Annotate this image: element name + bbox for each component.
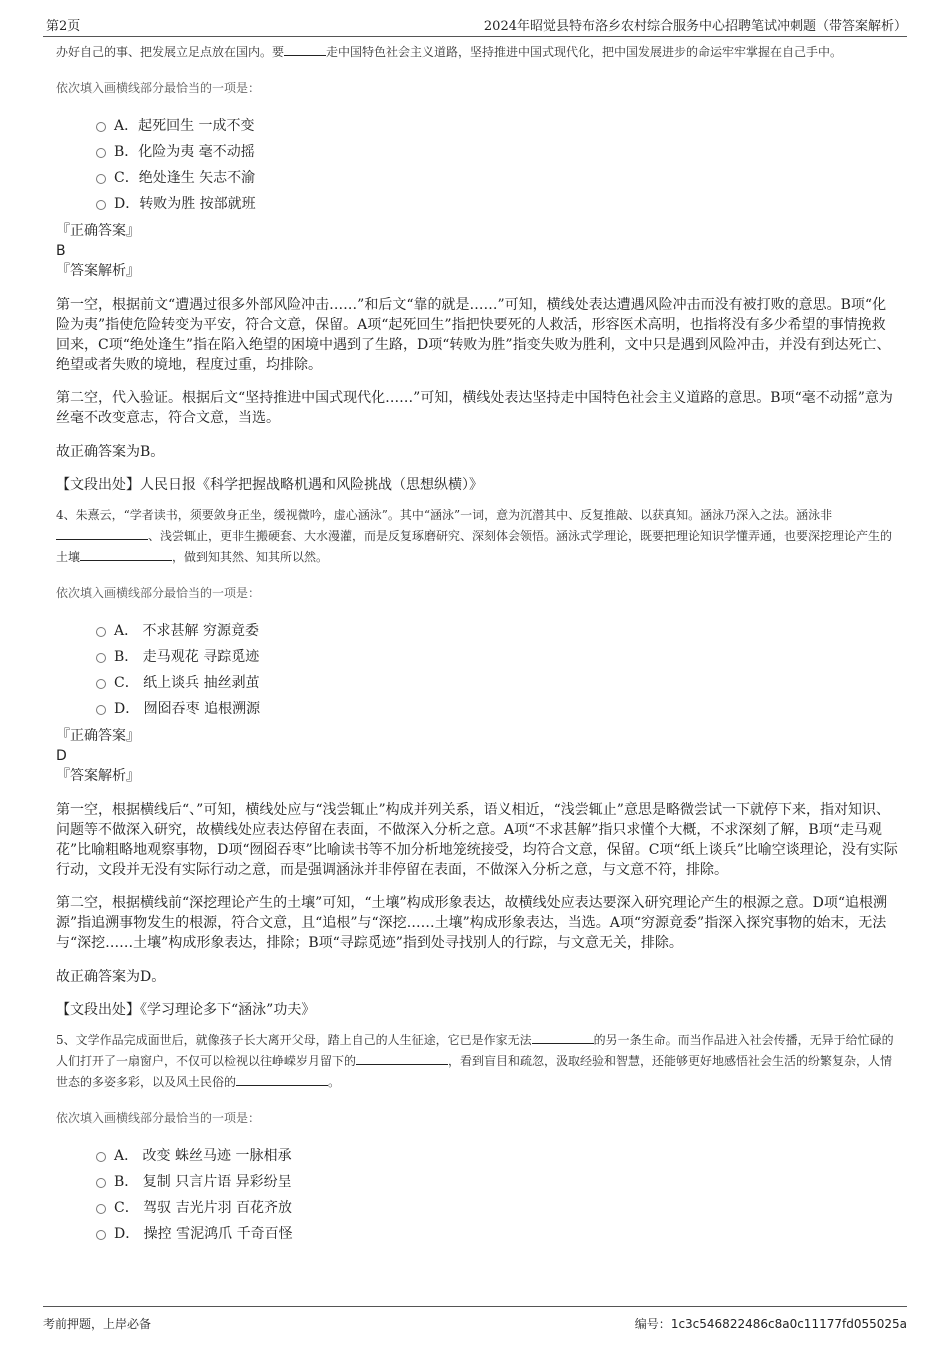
page-number: 第2页: [46, 19, 81, 34]
q4-stem-part-a: 4、朱熹云，“学者读书，须要敛身正坐，缓视微吟，虚心涵泳”。其中“涵泳”一词，意为沉潜其中、反复推敲、以获真知。涵泳乃深入之法。涵泳非: [56, 508, 833, 522]
q5-option-d[interactable]: [56, 1221, 898, 1247]
q3-analysis-p1: 第一空，根据前文“遭遇过很多外部风险冲击……”和后文“靠的就是……”可知，横线处表达遭遇风险冲击而没有被打败的意思。B项“化险为夷”指使危险转变为平安，符合文意，保留。A项“起死回生”指把快要死的人救活，形容医术高明，也指将没有多少希望的事情挽救回来，C项“绝处逢生”指在陷入绝望的困境中遇到了生路，D项“转败为胜”指变失败为胜利，文中只是遇到风险冲击，并没有到达死亡、绝望或者失败的境地，程度过重，均排除。: [56, 297, 891, 373]
q3-stem-part-b: 走中国特色社会主义道路，坚持推进中国式现代化，把中国发展进步的命运牢牢掌握在自己手中。: [326, 45, 843, 59]
q4-analysis-p1: 第一空，根据横线后“、”可知，横线处应与“浅尝辄止”构成并列关系，语义相近，“浅尝辄止”意思是略微尝试一下就停下来，指对知识、问题等不做深入研究，故横线处应表达停留在表面，不做深入分析之意。A项“不求甚解”指只求懂个大概，不求深刻了解，B项“走马观花”比喻粗略地观察事物，D项“囫囵吞枣”比喻读书等不加分析地笼统接受，均符合文意，保留。C项“纸上谈兵”比喻空谈理论，没有实际行动，文段并无没有实际行动之意，而是强调涵泳并非停留在表面，不做深入分析之意，与文意不符，排除。: [56, 802, 898, 878]
q5-stem-part-c: ，看到盲目和疏忽，汲取经验和智慧，还能够更好地感悟社会生活的纷繁复杂，人情世态的多姿多彩，以及风土民俗的: [56, 1054, 893, 1089]
q4-stem: [56, 505, 898, 568]
q5-option-b[interactable]: [56, 1169, 898, 1195]
q4-options: [56, 618, 898, 722]
option-label: D．转败为胜 按部就班: [114, 196, 256, 212]
radio-icon[interactable]: [96, 1178, 106, 1188]
q4-option-c[interactable]: [56, 670, 898, 696]
blank: [56, 526, 148, 540]
q4-stem-part-b: 、浅尝辄止，更非生搬硬套、大水漫灌，而是反复琢磨研究、深刻体会领悟。涵泳式学理论，既要把理论知识学懂弄通，也要深挖理论产生的土壤: [56, 529, 893, 564]
page-footer: [43, 1306, 907, 1331]
q4-answer: D: [56, 748, 67, 764]
q4-option-a[interactable]: [56, 618, 898, 644]
radio-icon[interactable]: [96, 705, 106, 715]
option-label: C．绝处逢生 矢志不渝: [114, 170, 256, 186]
option-label: D． 囫囵吞枣 追根溯源: [114, 701, 261, 717]
q4-analysis-p3: 故正确答案为D。: [56, 969, 166, 985]
page-header: [43, 14, 907, 37]
radio-icon[interactable]: [96, 174, 106, 184]
q5-option-c[interactable]: [56, 1195, 898, 1221]
radio-icon[interactable]: [96, 122, 106, 132]
blank: [236, 1072, 328, 1086]
serial-code: 1c3c546822486c8a0c11177fd055025a: [670, 1317, 907, 1331]
q4-prompt: 依次填入画横线部分最恰当的一项是：: [56, 586, 261, 600]
q4-answer-label: 『正确答案』: [56, 728, 140, 744]
radio-icon[interactable]: [96, 1204, 106, 1214]
blank: [356, 1051, 448, 1065]
main-content: [56, 42, 898, 1247]
blank: [80, 547, 172, 561]
q5-stem-part-b: 的另一条生命。而当作品进入社会传播，无异于给忙碌的人们打开了一扇窗户，不仅可以检视以往峥嵘岁月留下的: [56, 1033, 894, 1068]
radio-icon[interactable]: [96, 653, 106, 663]
q3-option-b[interactable]: [56, 139, 898, 165]
blank: [532, 1030, 594, 1044]
option-label: C． 纸上谈兵 抽丝剥茧: [114, 675, 260, 691]
q3-source: 【文段出处】人民日报《科学把握战略机遇和风险挑战（思想纵横）》: [56, 477, 483, 493]
q4-analysis-label: 『答案解析』: [56, 768, 140, 784]
q3-option-c[interactable]: [56, 165, 898, 191]
q3-answer-label: 『正确答案』: [56, 223, 140, 239]
option-label: D． 操控 雪泥鸿爪 千奇百怪: [114, 1226, 293, 1242]
option-label: B． 复制 只言片语 异彩纷呈: [114, 1174, 292, 1190]
q3-options: [56, 113, 898, 217]
q3-analysis-label: 『答案解析』: [56, 263, 140, 279]
q3-option-a[interactable]: [56, 113, 898, 139]
q4-source: 【文段出处】《学习理论多下“涵泳”功夫》: [56, 1002, 316, 1018]
q4-option-d[interactable]: [56, 696, 898, 722]
option-label: A． 改变 蛛丝马迹 一脉相承: [114, 1148, 292, 1164]
q3-analysis-p3: 故正确答案为B。: [56, 444, 165, 460]
q4-analysis-p2: 第二空，根据横线前“深挖理论产生的土壤”可知，“土壤”构成形象表达，故横线处应表达要深入研究理论产生的根源之意。D项“追根溯源”指追溯事物发生的根源，符合文意，且“追根”与“深挖……土壤”构成形象表达，当选。A项“穷源竟委”指深入探究事物的始末，无法与“深挖……土壤”构成形象表达，排除；B项“寻踪觅迹”指到处寻找别人的行踪，与文意无关，排除。: [56, 895, 888, 951]
radio-icon[interactable]: [96, 1152, 106, 1162]
q3-stem: [56, 42, 898, 63]
blank: [284, 42, 326, 56]
serial-label: 编号：: [634, 1317, 671, 1331]
option-label: B． 走马观花 寻踪觅迹: [114, 649, 260, 665]
q3-prompt: 依次填入画横线部分最恰当的一项是：: [56, 81, 261, 95]
option-label: B．化险为夷 毫不动摇: [114, 144, 255, 160]
option-label: A．起死回生 一成不变: [114, 118, 255, 134]
option-label: A． 不求甚解 穷源竟委: [114, 623, 260, 639]
q5-stem: [56, 1030, 898, 1093]
radio-icon[interactable]: [96, 627, 106, 637]
radio-icon[interactable]: [96, 148, 106, 158]
q5-stem-part-a: 5、文学作品完成面世后，就像孩子长大离开父母，踏上自己的人生征途，它已是作家无法: [56, 1033, 532, 1047]
document-title: 2024年昭觉县特布洛乡农村综合服务中心招聘笔试冲刺题（带答案解析）: [483, 19, 907, 34]
radio-icon[interactable]: [96, 1230, 106, 1240]
q3-option-d[interactable]: [56, 191, 898, 217]
q3-stem-part-a: 办好自己的事、把发展立足点放在国内。要: [56, 45, 285, 59]
footer-slogan: 考前押题，上岸必备: [43, 1317, 152, 1331]
footer-serial: [635, 1315, 907, 1332]
q5-option-a[interactable]: [56, 1143, 898, 1169]
q5-prompt: 依次填入画横线部分最恰当的一项是：: [56, 1111, 261, 1125]
q5-options: [56, 1143, 898, 1247]
q3-answer: B: [56, 243, 66, 259]
radio-icon[interactable]: [96, 679, 106, 689]
radio-icon[interactable]: [96, 200, 106, 210]
q3-analysis-p2: 第二空，代入验证。根据后文“坚持推进中国式现代化……”可知，横线处表达坚持走中国特色社会主义道路的意思。B项“毫不动摇”意为丝毫不改变意志，符合文意，当选。: [56, 390, 893, 426]
q5-stem-part-d: 。: [328, 1075, 341, 1089]
q4-stem-part-c: ，做到知其然、知其所以然。: [172, 550, 329, 564]
option-label: C． 驾驭 吉光片羽 百花齐放: [114, 1200, 293, 1216]
q4-option-b[interactable]: [56, 644, 898, 670]
